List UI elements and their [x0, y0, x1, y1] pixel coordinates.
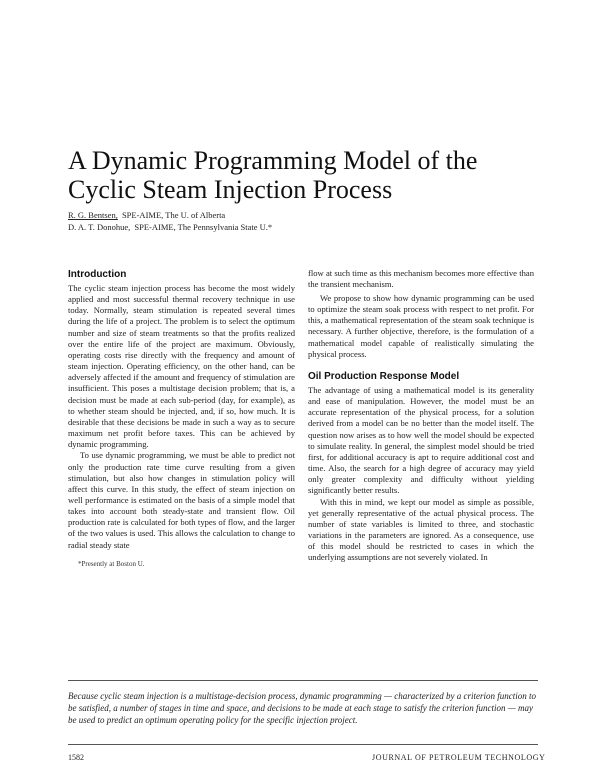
footer-rule: [68, 744, 538, 745]
page-number: 1582: [68, 753, 84, 762]
oil-production-heading: Oil Production Response Model: [308, 370, 460, 382]
abstract: Because cyclic steam injection is a multistage-decision process, dynamic programming — characterized by a criterion function to be satisfied, a number of stages in time and space, and decisions to be made at each stage to satisfy the criterion function — may be used to predict an optimum operating policy for the specific injection project.: [68, 691, 536, 725]
journal-name: JOURNAL OF PETROLEUM TECHNOLOGY: [372, 753, 546, 762]
introduction-heading: Introduction: [68, 269, 127, 280]
paper-title: A Dynamic Programming Model of the Cyclic Steam Injection Process: [68, 146, 478, 204]
abstract-top-rule: [68, 680, 538, 681]
left-column: [68, 268, 295, 551]
footnote: *Presently at Boston U.: [78, 560, 145, 568]
author-2-affiliation: SPE-AIME, The Pennsylvania State U.*: [134, 222, 273, 232]
intro-continuation: flow at such time as this mechanism becomes more effective than the transient mechanism.: [308, 268, 534, 290]
intro-paragraph-1: The cyclic steam injection process has become the most widely applied and most successful thermal recovery technique in use today. Normally, steam stimulation is repeated several times during the life of a project. The problem is to select the optimum number and size of steam treatments so that the profits realized over the entire life of the project are maximum. Obviously, operating costs rise directly with the frequency and amount of steam injection. Operating efficiency, on the other hand, can be adversely affected if the amount and frequency of stimulation are insufficient. This poses a multistage decision problem; that is, a decision must be made at each sub-period (day, for example), as to whether steam should be injected, and, if so, how much. It is desirable that these decisions be made in such a way as to secure maximum net profit before taxes. This can be achieved by dynamic programming.: [68, 283, 295, 450]
author-1: [68, 210, 225, 221]
author-2: [68, 222, 272, 233]
author-1-name[interactable]: R. G. Bentsen,: [68, 210, 118, 220]
intro-paragraph-3: We propose to show how dynamic programming can be used to optimize the steam soak process with respect to net profit. For this, a mathematical representation of the steam soak technique is necessary. A further objective, therefore, is the formulation of a mathematical model capable of realistically simulating the physical process.: [308, 293, 534, 359]
right-column: [308, 293, 534, 563]
author-2-name: D. A. T. Donohue,: [68, 222, 131, 232]
oil-paragraph-1: The advantage of using a mathematical model is its generality and ease of manipulation. However, the model must be an accurate representation of the physical process, for a solution derived from a model can be no better than the model itself. The question now arises as to how well the model should be expected to simulate reality. In general, the simplest model should be tried first, for additional accuracy is apt to require additional cost and time. Also, the search for a high degree of accuracy may yield only greater complexity and difficulty without yielding significantly better results.: [308, 384, 534, 496]
author-1-affiliation: SPE-AIME, The U. of Alberta: [121, 210, 226, 220]
oil-paragraph-2: With this in mind, we kept our model as simple as possible, yet generally representative of the actual physical process. The number of state variables is limited to three, and stochastic variations in the parameters are ignored. As a consequence, use of this model should be restricted to cases in which the underlying assumptions are not severely violated. In: [308, 496, 534, 563]
intro-paragraph-2: To use dynamic programming, we must be able to predict not only the production rate time curve resulting from a given stimulation, but also how changes in stimulation policy will affect this curve. In this study, the effect of steam injection on well performance is estimated on the basis of a simple model that takes into account both steady-state and transient flow. Oil production rate is calculated for both types of flow, and the larger of the two values is used. This allows the calculation to change to radial steady state: [68, 450, 295, 550]
